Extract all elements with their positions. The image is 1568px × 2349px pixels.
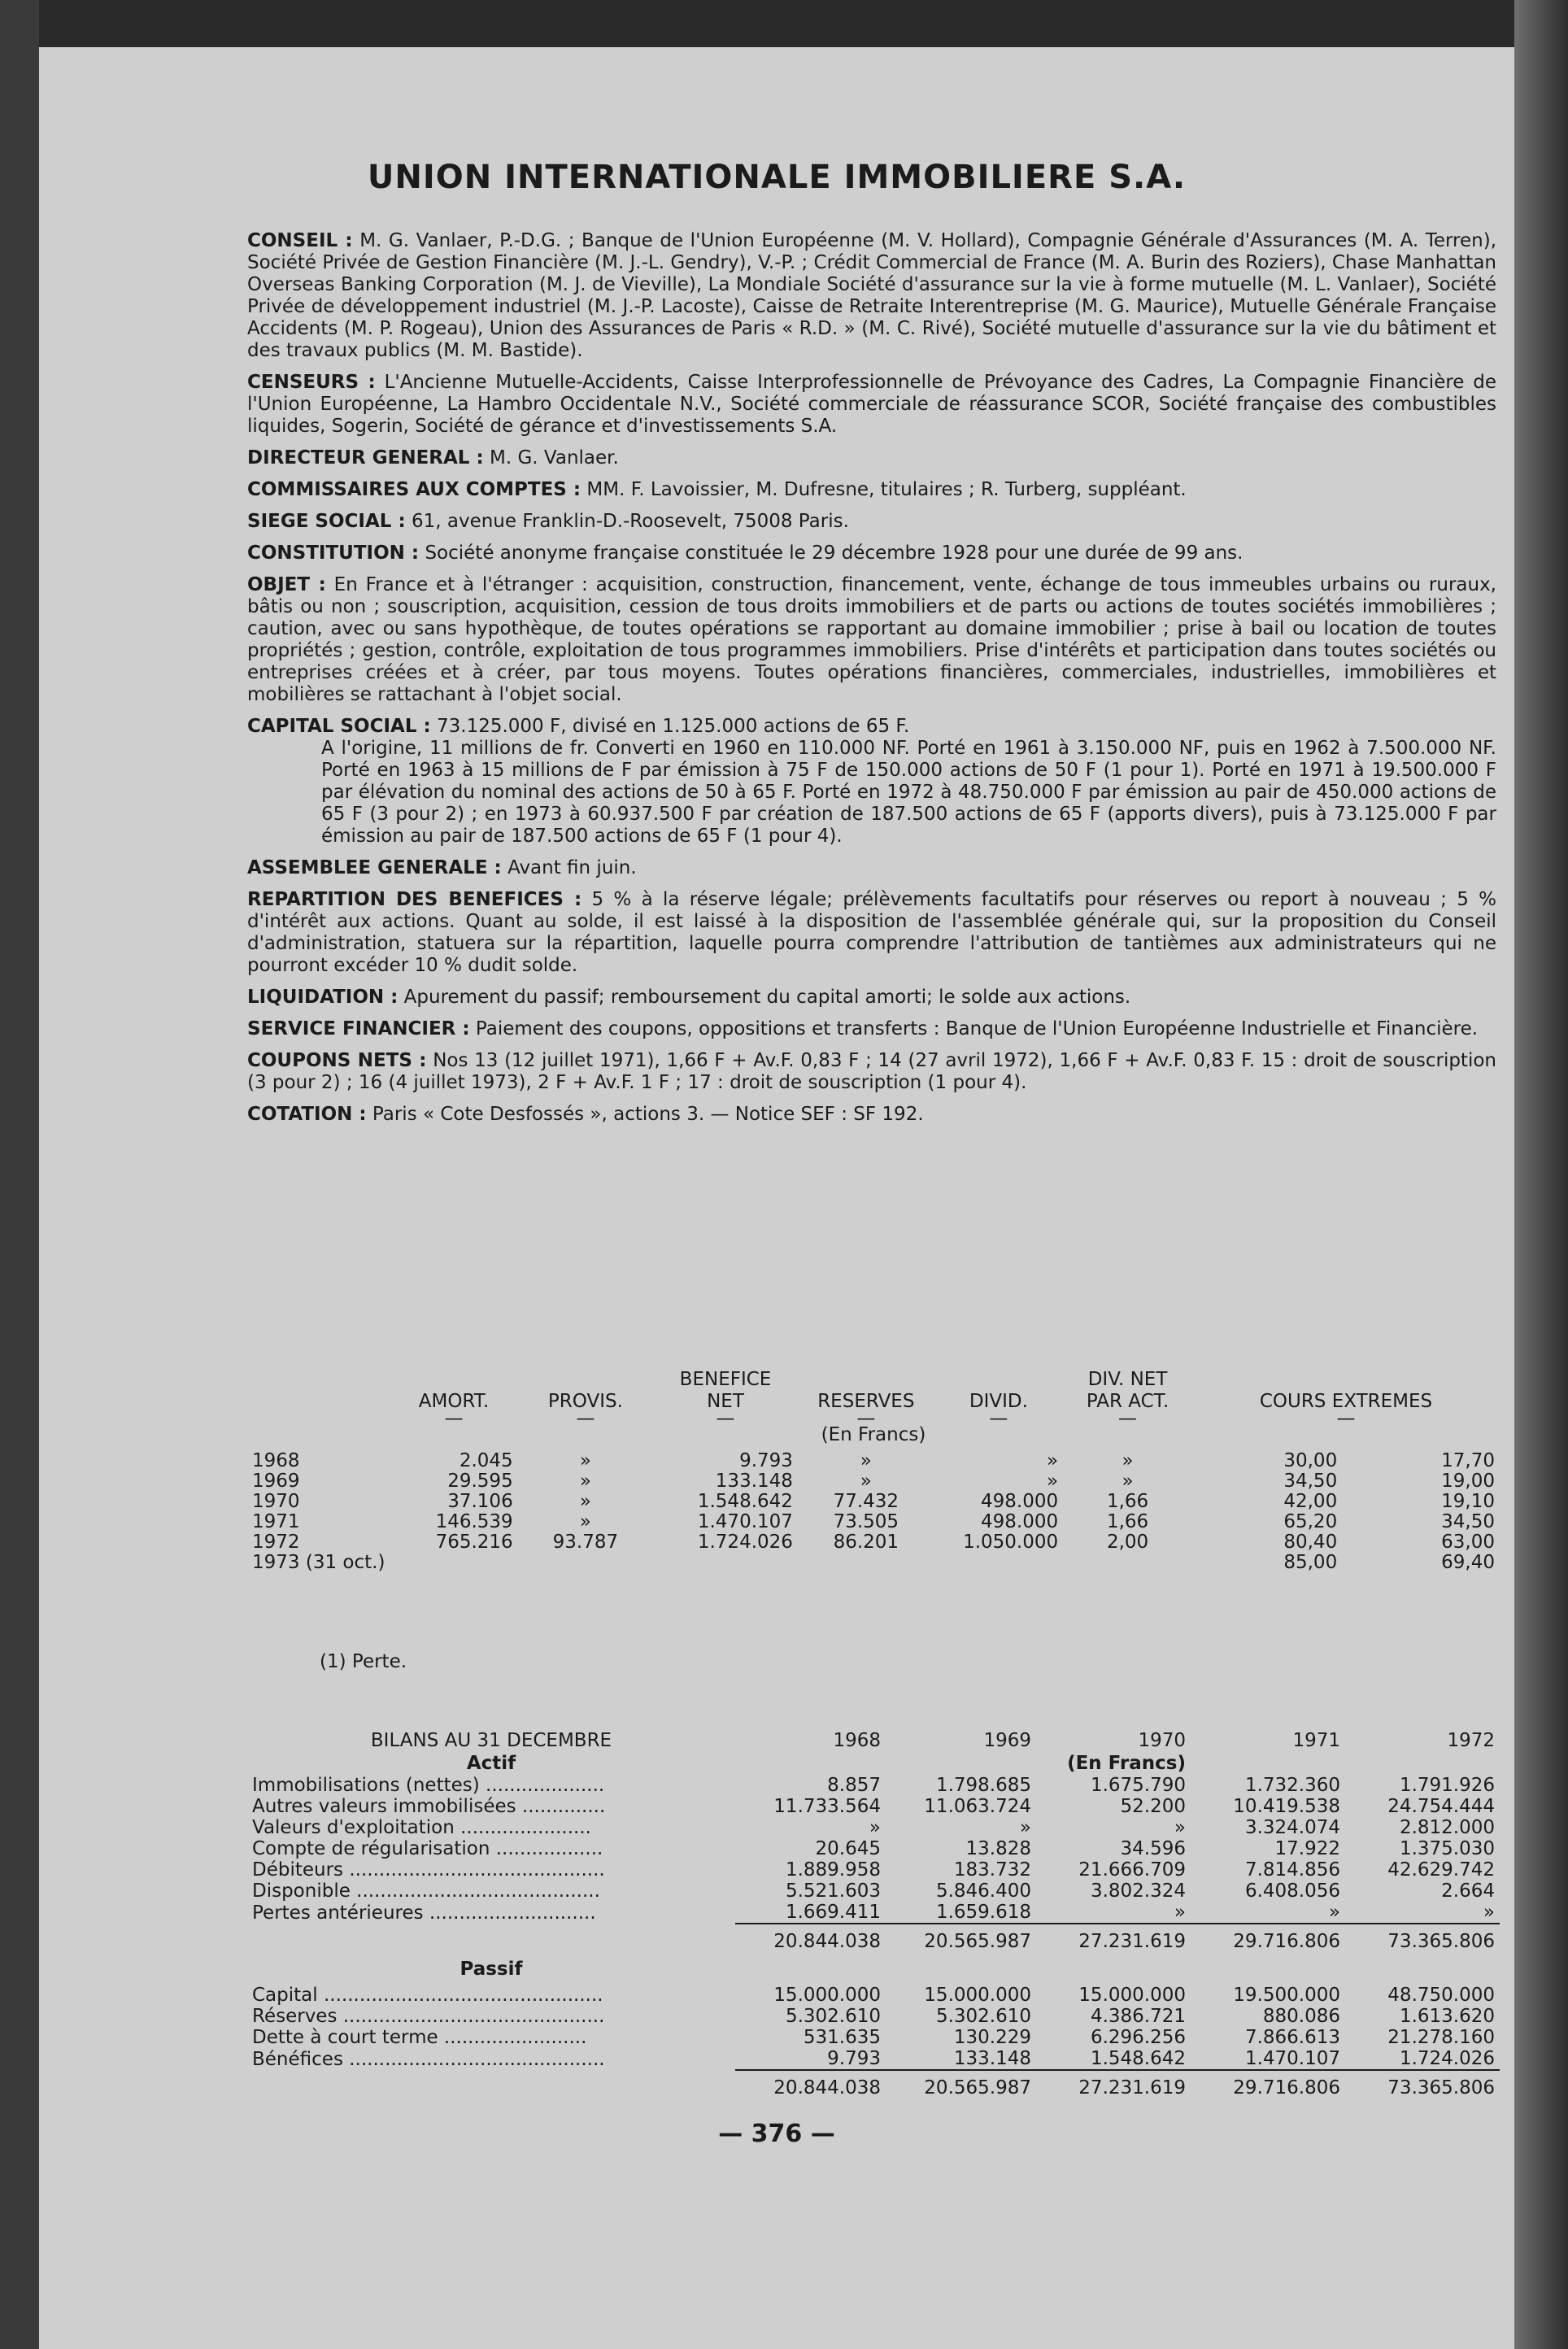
entry-label: LIQUIDATION : xyxy=(247,987,399,1008)
info-entry xyxy=(247,889,1496,977)
entry-label: CAPITAL SOCIAL : xyxy=(247,716,431,737)
entry-text: M. G. Vanlaer, P.-D.G. ; Banque de l'Union Européenne (M. V. Hollard), Compagnie Générale d'Assurances (M. A. Terren), Société Privée de Gestion Financière (M. J.-L. Gendry), V.-P. ; Crédit Commercial de France (M. A. Burin des Roziers), Chase Manhattan Overseas Banking Corporation (M. J. de Vieville), La Mondiale Société d'assurance sur la vie à forme mutuelle (M. L. Vanlaer), Société Privée de développement industriel (M. J.-P. Lacoste), Caisse de Retraite Interentreprise (M. G. Maurice), Mutuelle Générale Française Accidents (M. P. Rogeau), Union des Assurances de Paris « R.D. » (M. C. Rivé), Société mutuelle d'assurance sur la vie du bâtiment et des travaux publics (M. M. Bastide). xyxy=(247,230,1497,361)
info-entry xyxy=(247,372,1496,438)
entry-text: 61, avenue Franklin-D.-Roosevelt, 75008 Paris. xyxy=(411,511,849,532)
entry-text: Nos 13 (12 juillet 1971), 1,66 F + Av.F. 0,83 F ; 14 (27 avril 1972), 1,66 F + Av.F. 0,83 F. 15 : droit de souscription (3 pour 2) ; 16 (4 juillet 1973), 2 F + Av.F. 1 F ; 17 : droit de souscription (1 pour 4). xyxy=(247,1050,1496,1093)
stats-row: 1972 765.216 93.787 1.724.026 86.201 1.050.000 2,00 80,40 63,00 xyxy=(252,1532,1495,1553)
bilan-row: Autres valeurs immobilisées .............. 11.733.564 11.063.724 52.200 10.419.538 24.754.444 xyxy=(252,1796,1495,1817)
entry-label: COMMISSAIRES AUX COMPTES : xyxy=(247,479,581,500)
bilan-row: Immobilisations (nettes) .................... 8.857 1.798.685 1.675.790 1.732.360 1.791.926 xyxy=(252,1775,1495,1796)
info-entry xyxy=(247,574,1496,706)
entry-text: En France et à l'étranger : acquisition, construction, financement, vente, échange de tous immeubles urbains ou ruraux, bâtis ou non ; souscription, acquisition, cession de tous droits immobiliers et de parts ou actions de toutes sociétés immobilières ; caution, avec ou sans hypothèque, de toutes opérations se rapportant au domaine immobilier ; prise à bail ou location de toutes propriétés ; gestion, contrôle, exploitation de tous programmes immobiliers. Prise d'intérêts et participation dans toutes sociétés ou entreprises créées et à créer, par tous moyens. Toutes opérations financières, commerciales, industrielles, immobilières et mobilières se rattachant à l'objet social. xyxy=(247,574,1496,705)
stats-row: 1971 146.539 » 1.470.107 73.505 498.000 1,66 65,20 34,50 xyxy=(252,1511,1495,1532)
entry-label: CONSTITUTION : xyxy=(247,543,420,564)
stats-unit: (En Francs) xyxy=(821,1424,926,1445)
entry-label: SERVICE FINANCIER : xyxy=(247,1018,470,1039)
info-entry xyxy=(247,1018,1496,1040)
bilan-row: Débiteurs ........................................... 1.889.958 183.732 21.666.709 7.814.856 42.629.742 xyxy=(252,1859,1495,1881)
bilan-row: Dette à court terme ........................ 531.635 130.229 6.296.256 7.866.613 21.278.160 xyxy=(252,2027,1495,2048)
bilan-row: Bénéfices ........................................... 9.793 133.148 1.548.642 1.470.107 1.724.026 xyxy=(252,2048,1495,2070)
entry-text: Société anonyme française constituée le 29 décembre 1928 pour une durée de 99 ans. xyxy=(425,543,1244,564)
page-number: — 376 — xyxy=(718,2120,835,2148)
bilan-row: Compte de régularisation .................. 20.645 13.828 34.596 17.922 1.375.030 xyxy=(252,1838,1495,1859)
actif-label: Actif xyxy=(466,1753,516,1774)
bilan-row: Disponible ......................................... 5.521.603 5.846.400 3.802.324 6.408.056 2.664 xyxy=(252,1881,1495,1902)
bilans-table xyxy=(247,1729,1500,2098)
year-1970: 1970 xyxy=(1138,1730,1186,1751)
entry-label: CONSEIL : xyxy=(247,230,353,251)
header-reserves: RESERVES — xyxy=(817,1391,915,1429)
info-entry xyxy=(247,543,1496,564)
header-provis: PROVIS. — xyxy=(547,1391,623,1429)
entry-text: Avant fin juin. xyxy=(507,857,637,878)
info-entry xyxy=(247,857,1496,879)
entry-text: Apurement du passif; remboursement du capital amorti; le solde aux actions. xyxy=(403,987,1131,1008)
entry-label: COTATION : xyxy=(247,1104,367,1125)
bilan-row: Réserves ............................................ 5.302.610 5.302.610 4.386.721 880.086 1.613.620 xyxy=(252,2006,1495,2027)
stats-row: 1970 37.106 » 1.548.642 77.432 498.000 1,66 42,00 19,10 xyxy=(252,1491,1495,1512)
stats-row: 1973 (31 oct.) 85,00 69,40 xyxy=(252,1552,1495,1573)
entry-label: COUPONS NETS : xyxy=(247,1050,427,1071)
passif-total-row: 20.844.038 20.565.987 27.231.619 29.716.806 73.365.806 xyxy=(247,2070,1500,2098)
header-div-net: DIV. NET PAR ACT. — xyxy=(1086,1369,1169,1429)
book-spine-right xyxy=(1514,0,1568,2349)
info-entry xyxy=(247,230,1496,362)
entry-label: DIRECTEUR GENERAL : xyxy=(247,447,484,468)
entry-label: ASSEMBLEE GENERALE : xyxy=(247,857,502,878)
header-benefice-net: BENEFICE NET — xyxy=(679,1369,772,1429)
bilan-row: Valeurs d'exploitation ...................... » » » 3.324.074 2.812.000 xyxy=(252,1817,1495,1838)
entry-label: CENSEURS : xyxy=(247,372,376,393)
stats-row: 1968 2.045 » 9.793 » » » 30,00 17,70 xyxy=(252,1450,1495,1471)
info-entry xyxy=(247,511,1496,533)
stats-row: 1969 29.595 » 133.148 » » » 34,50 19,00 xyxy=(252,1471,1495,1492)
header-cours: COURS EXTREMES — xyxy=(1259,1391,1433,1429)
bilan-row: Pertes antérieures ............................ 1.669.411 1.659.618 » » » xyxy=(252,1902,1495,1924)
info-entry xyxy=(247,1050,1496,1094)
info-entry xyxy=(247,716,1496,848)
year-1968: 1968 xyxy=(833,1730,881,1751)
entry-text: L'Ancienne Mutuelle-Accidents, Caisse Interprofessionnelle de Prévoyance des Cadres, La Compagnie Financière de l'Union Européenne, La Hambro Occidentale N.V., Société commerciale de réassurance SCOR, Société française des combustibles liquides, Sogerin, Société de gérance et d'investissements S.A. xyxy=(247,372,1496,437)
entry-label: SIEGE SOCIAL : xyxy=(247,511,406,532)
year-1971: 1971 xyxy=(1292,1730,1340,1751)
bilans-unit: (En Francs) xyxy=(1067,1753,1186,1774)
header-divid: DIVID. — xyxy=(969,1391,1028,1429)
page xyxy=(39,47,1514,2349)
stats-table xyxy=(247,1369,1500,1573)
entry-text: M. G. Vanlaer. xyxy=(489,447,619,468)
bilans-title: BILANS AU 31 DECEMBRE xyxy=(370,1730,612,1751)
bilan-row: Capital ............................................... 15.000.000 15.000.000 15.000.000 19.500.000 48.750.000 xyxy=(252,1985,1495,2006)
entry-text: Paris « Cote Desfossés », actions 3. — Notice SEF : SF 192. xyxy=(372,1104,924,1125)
info-entry xyxy=(247,479,1496,501)
info-entry xyxy=(247,447,1496,469)
entry-text: 5 % à la réserve légale; prélèvements facultatifs pour réserves ou report à nouveau ; 5 % d'intérêt aux actions. Quant au solde, il est laissé à la disposition de l'assemblée générale qui, sur la proposition du Conseil d'administration, statuera sur la répartition, laquelle pourra comprendre l'attribution de tantièmes aux administrateurs qui ne pourront excéder 10 % dudit solde. xyxy=(247,889,1497,976)
entry-text: 73.125.000 F, divisé en 1.125.000 actions de 65 F. xyxy=(437,716,910,737)
header-amort: AMORT. — xyxy=(418,1391,490,1429)
entry-text: Paiement des coupons, oppositions et transferts : Banque de l'Union Européenne Industrielle et Financière. xyxy=(475,1018,1479,1039)
info-entry xyxy=(247,987,1496,1009)
info-entry xyxy=(247,1104,1496,1126)
year-1972: 1972 xyxy=(1447,1730,1495,1751)
entry-subtext: A l'origine, 11 millions de fr. Converti en 1960 en 110.000 NF. Porté en 1961 à 3.150.000 NF, puis en 1962 à 7.500.000 NF. Porté en 1963 à 15 millions de F par émission à 75 F de 150.000 actions de 50 F (1 pour 1). Porté en 1971 à 19.500.000 F par élévation du nominal des actions de 50 à 65 F. Porté en 1972 à 48.750.000 F par émission au pair de 450.000 actions de 65 F (3 pour 2) ; en 1973 à 60.937.500 F par création de 187.500 actions de 65 F (apports divers), puis à 73.125.000 F par émission au pair de 187.500 actions de 65 F (1 pour 4). xyxy=(321,738,1496,847)
actif-total-row: 20.844.038 20.565.987 27.231.619 29.716.806 73.365.806 xyxy=(247,1924,1500,1952)
book-spine-left xyxy=(0,0,39,2349)
passif-label: Passif xyxy=(460,1959,523,1980)
year-1969: 1969 xyxy=(983,1730,1031,1751)
company-info xyxy=(247,230,1496,1135)
entry-text: MM. F. Lavoissier, M. Dufresne, titulaires ; R. Turberg, suppléant. xyxy=(586,479,1187,500)
entry-label: REPARTITION DES BENEFICES : xyxy=(247,889,582,910)
page-title: UNION INTERNATIONALE IMMOBILIERE S.A. xyxy=(367,159,1187,196)
entry-label: OBJET : xyxy=(247,574,326,595)
footnote: (1) Perte. xyxy=(320,1651,407,1672)
